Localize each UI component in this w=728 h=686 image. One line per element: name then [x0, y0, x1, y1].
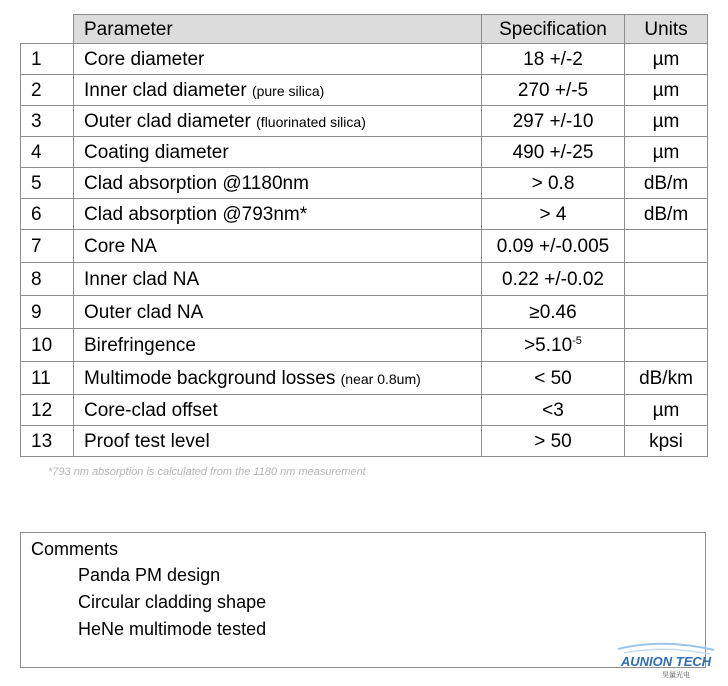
parameter-name: Outer clad NA — [84, 301, 204, 323]
row-specification — [482, 137, 625, 168]
comments-title: Comments — [31, 539, 119, 559]
parameter-name: Proof test level — [84, 430, 210, 452]
parameter-note: (fluorinated silica) — [256, 113, 366, 130]
parameter-note: (near 0.8um) — [340, 370, 421, 387]
table-row — [21, 395, 708, 426]
parameter-name: Clad absorption @793nm* — [84, 203, 308, 225]
row-units: kpsi — [625, 426, 708, 457]
row-number: 11 — [21, 362, 74, 395]
parameter-name: Inner clad NA — [84, 268, 200, 290]
row-parameter — [74, 75, 482, 106]
row-number: 8 — [21, 263, 74, 296]
parameter-note: (pure silica) — [251, 82, 325, 99]
header-units: Units — [625, 15, 708, 44]
spec-value: > 4 — [539, 203, 567, 225]
table-row — [21, 426, 708, 457]
comments-list — [78, 565, 266, 646]
parameter-name: Inner clad diameter — [84, 79, 247, 101]
row-number: 13 — [21, 426, 74, 457]
table-row — [21, 106, 708, 137]
parameter-name: Birefringence — [84, 334, 196, 356]
row-specification — [482, 75, 625, 106]
row-number: 7 — [21, 230, 74, 263]
table-row — [21, 137, 708, 168]
row-number: 10 — [21, 329, 74, 362]
table-row — [21, 263, 708, 296]
row-parameter — [74, 230, 482, 263]
row-parameter — [74, 426, 482, 457]
row-units — [625, 329, 708, 362]
row-parameter — [74, 263, 482, 296]
row-number: 5 — [21, 168, 74, 199]
footnote: *793 nm absorption is calculated from the 1180 nm measurement — [48, 466, 366, 478]
parameter-name: Core diameter — [84, 48, 205, 70]
row-units: µm — [625, 75, 708, 106]
logo-text: AUNION TECH — [620, 654, 712, 669]
row-units: dB/m — [625, 199, 708, 230]
row-parameter — [74, 395, 482, 426]
row-number: 12 — [21, 395, 74, 426]
row-parameter — [74, 44, 482, 75]
row-specification — [482, 199, 625, 230]
row-number: 9 — [21, 296, 74, 329]
row-specification — [482, 263, 625, 296]
row-specification — [482, 395, 625, 426]
table-row — [21, 296, 708, 329]
spec-value: >5.10 — [524, 334, 573, 356]
row-parameter — [74, 296, 482, 329]
row-parameter — [74, 137, 482, 168]
comments-box — [20, 532, 706, 668]
spec-exponent: -5 — [572, 334, 582, 347]
spec-value: 490 +/-25 — [512, 141, 594, 163]
comment-item: Circular cladding shape — [78, 592, 267, 612]
parameter-name: Core-clad offset — [84, 399, 218, 421]
row-units: µm — [625, 137, 708, 168]
table-row — [21, 199, 708, 230]
parameter-name: Coating diameter — [84, 141, 229, 163]
row-number: 4 — [21, 137, 74, 168]
header-specification: Specification — [482, 15, 625, 44]
aunion-tech-logo-icon — [612, 640, 720, 680]
table-row — [21, 329, 708, 362]
parameter-name: Core NA — [84, 235, 157, 257]
row-number: 1 — [21, 44, 74, 75]
row-parameter — [74, 168, 482, 199]
row-specification — [482, 106, 625, 137]
table-body — [21, 44, 708, 457]
row-units — [625, 263, 708, 296]
comment-item: Panda PM design — [78, 565, 221, 585]
row-specification — [482, 329, 625, 362]
row-specification — [482, 362, 625, 395]
table-row — [21, 168, 708, 199]
spec-value: ≥0.46 — [529, 301, 577, 323]
table-header-row — [21, 15, 708, 44]
row-specification — [482, 296, 625, 329]
row-parameter — [74, 329, 482, 362]
spec-value: 18 +/-2 — [523, 48, 583, 70]
parameter-name: Clad absorption @1180nm — [84, 172, 309, 194]
spec-value: 270 +/-5 — [517, 79, 589, 101]
row-units — [625, 230, 708, 263]
spec-value: > 50 — [534, 430, 572, 452]
row-parameter — [74, 199, 482, 230]
row-number: 3 — [21, 106, 74, 137]
row-units: dB/m — [625, 168, 708, 199]
row-number: 2 — [21, 75, 74, 106]
row-units: dB/km — [625, 362, 708, 395]
comment-item: HeNe multimode tested — [78, 619, 267, 639]
spec-value: 0.22 +/-0.02 — [502, 268, 604, 290]
row-specification — [482, 230, 625, 263]
row-specification — [482, 44, 625, 75]
row-units: µm — [625, 44, 708, 75]
parameter-name: Outer clad diameter — [84, 110, 251, 132]
row-units: µm — [625, 106, 708, 137]
spec-value: < 50 — [534, 367, 572, 389]
table-row — [21, 75, 708, 106]
row-specification — [482, 168, 625, 199]
table-row — [21, 230, 708, 263]
row-specification — [482, 426, 625, 457]
spec-value: <3 — [542, 399, 564, 421]
parameter-name: Multimode background losses — [84, 367, 336, 389]
spec-table — [20, 14, 708, 457]
table-row — [21, 44, 708, 75]
row-number: 6 — [21, 199, 74, 230]
row-units: µm — [625, 395, 708, 426]
header-blank-cell — [21, 15, 74, 44]
table-row — [21, 362, 708, 395]
spec-value: 297 +/-10 — [512, 110, 594, 132]
row-units — [625, 296, 708, 329]
spec-value: 0.09 +/-0.005 — [496, 235, 610, 257]
logo-subtext: 昊量光电 — [662, 671, 690, 679]
header-parameter: Parameter — [74, 15, 482, 44]
spec-value: > 0.8 — [531, 172, 575, 194]
row-parameter — [74, 106, 482, 137]
row-parameter — [74, 362, 482, 395]
